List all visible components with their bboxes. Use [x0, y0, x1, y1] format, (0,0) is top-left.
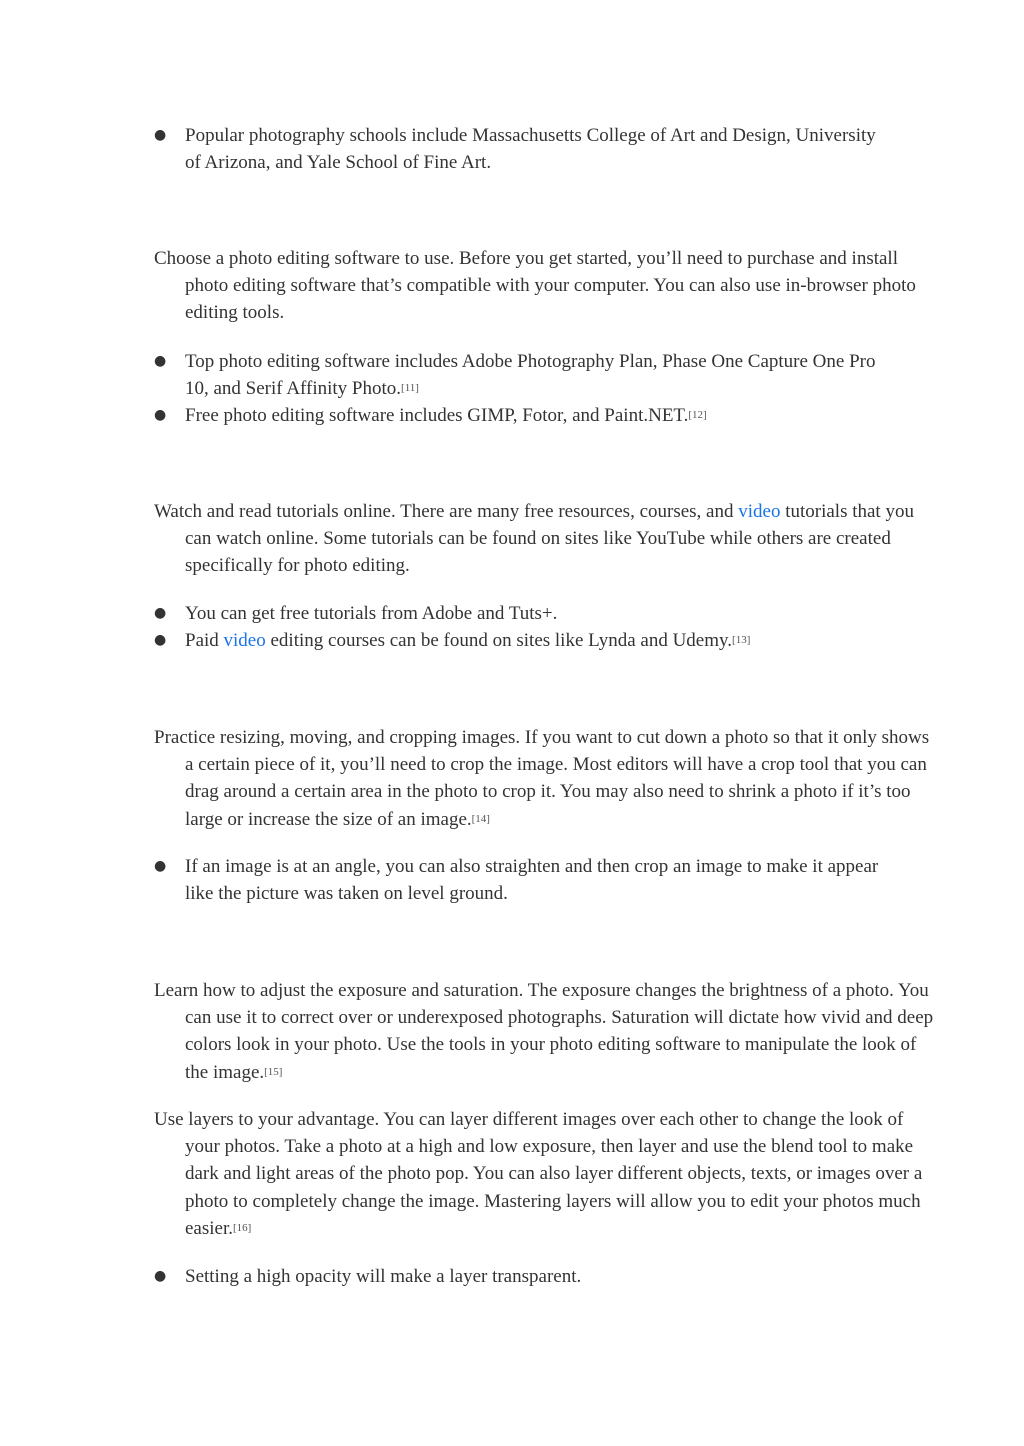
- bullet-list-tutorials: [0, 600, 885, 654]
- paragraph-exposure: [154, 977, 935, 1086]
- paragraph-text: Practice resizing, moving, and cropping images. If you want to cut down a photo so that it only shows a certain piece of it, you’ll need to crop the image. Most editors will have a crop tool that you can drag around a certain area in the photo to crop it. You may also need to shrink a photo if it’s too large or increase the size of an image.: [154, 727, 930, 830]
- bullet-list-straighten: [0, 853, 885, 907]
- bullet-list-opacity: [0, 1263, 885, 1290]
- paragraph-choose-software: [154, 245, 935, 327]
- citation-ref[interactable]: [16]: [233, 1221, 252, 1234]
- paragraph-text: Watch and read tutorials online. There are many free resources, courses, and: [154, 501, 739, 522]
- paragraph-layers: [154, 1106, 935, 1242]
- paragraph-text: Use layers to your advantage. You can layer different images over each other to change the look of your photos. Take a photo at a high and low exposure, then layer and use the blend tool to make dark and light areas of the photo pop. You can also layer different objects, texts, or images over a photo to completely change the image. Mastering layers will allow you to edit your photos much easier.: [154, 1109, 923, 1239]
- bullet-list-software: [0, 348, 885, 430]
- bullet-list-schools: [0, 122, 885, 176]
- list-item: [0, 122, 885, 176]
- list-item-text: If an image is at an angle, you can also straighten and then crop an image to make it appear like the picture was taken on level ground.: [185, 856, 879, 905]
- paragraph-cropping: [154, 724, 935, 833]
- paragraph-text: tutorials that you can watch online. Some tutorials can be found on sites like YouTube while others are created specifically for photo editing.: [185, 501, 914, 577]
- list-item-text: editing courses can be found on sites like Lynda and Udemy.: [265, 630, 733, 652]
- list-item-text: Popular photography schools include Massachusetts College of Art and Design, University of Arizona, and Yale School of Fine Art.: [185, 125, 876, 174]
- list-item: [0, 1263, 885, 1290]
- paragraph-tutorials: [154, 498, 935, 580]
- citation-ref[interactable]: [14]: [471, 812, 490, 825]
- video-link[interactable]: video: [223, 630, 266, 652]
- list-item-text: Paid: [185, 630, 224, 652]
- list-item: [0, 853, 885, 907]
- citation-ref[interactable]: [13]: [732, 634, 751, 647]
- list-item: [0, 402, 885, 429]
- list-item: [0, 348, 885, 402]
- list-item-text: Top photo editing software includes Adobe Photography Plan, Phase One Capture One Pro 10, and Serif Affinity Photo.: [185, 351, 876, 400]
- citation-ref[interactable]: [11]: [401, 382, 419, 395]
- citation-ref[interactable]: [15]: [264, 1065, 283, 1078]
- list-item-text: Setting a high opacity will make a layer transparent.: [185, 1266, 582, 1287]
- paragraph-text: Learn how to adjust the exposure and saturation. The exposure changes the brightness of a photo. You can use it to correct over or underexposed photographs. Saturation will dictate how vivid and deep colors look in your photo. Use the tools in your photo editing software to manipulate the look of the image.: [154, 980, 934, 1083]
- list-item: [0, 600, 885, 627]
- list-item: [0, 627, 885, 654]
- list-item-text: You can get free tutorials from Adobe and Tuts+.: [185, 603, 558, 624]
- video-link[interactable]: video: [738, 501, 781, 522]
- citation-ref[interactable]: [12]: [688, 409, 707, 422]
- paragraph-text: Choose a photo editing software to use. Before you get started, you’ll need to purchase and install photo editing software that’s compatible with your computer. You can also use in-browser photo editing tools.: [154, 248, 916, 324]
- list-item-text: Free photo editing software includes GIMP, Fotor, and Paint.NET.: [185, 405, 689, 427]
